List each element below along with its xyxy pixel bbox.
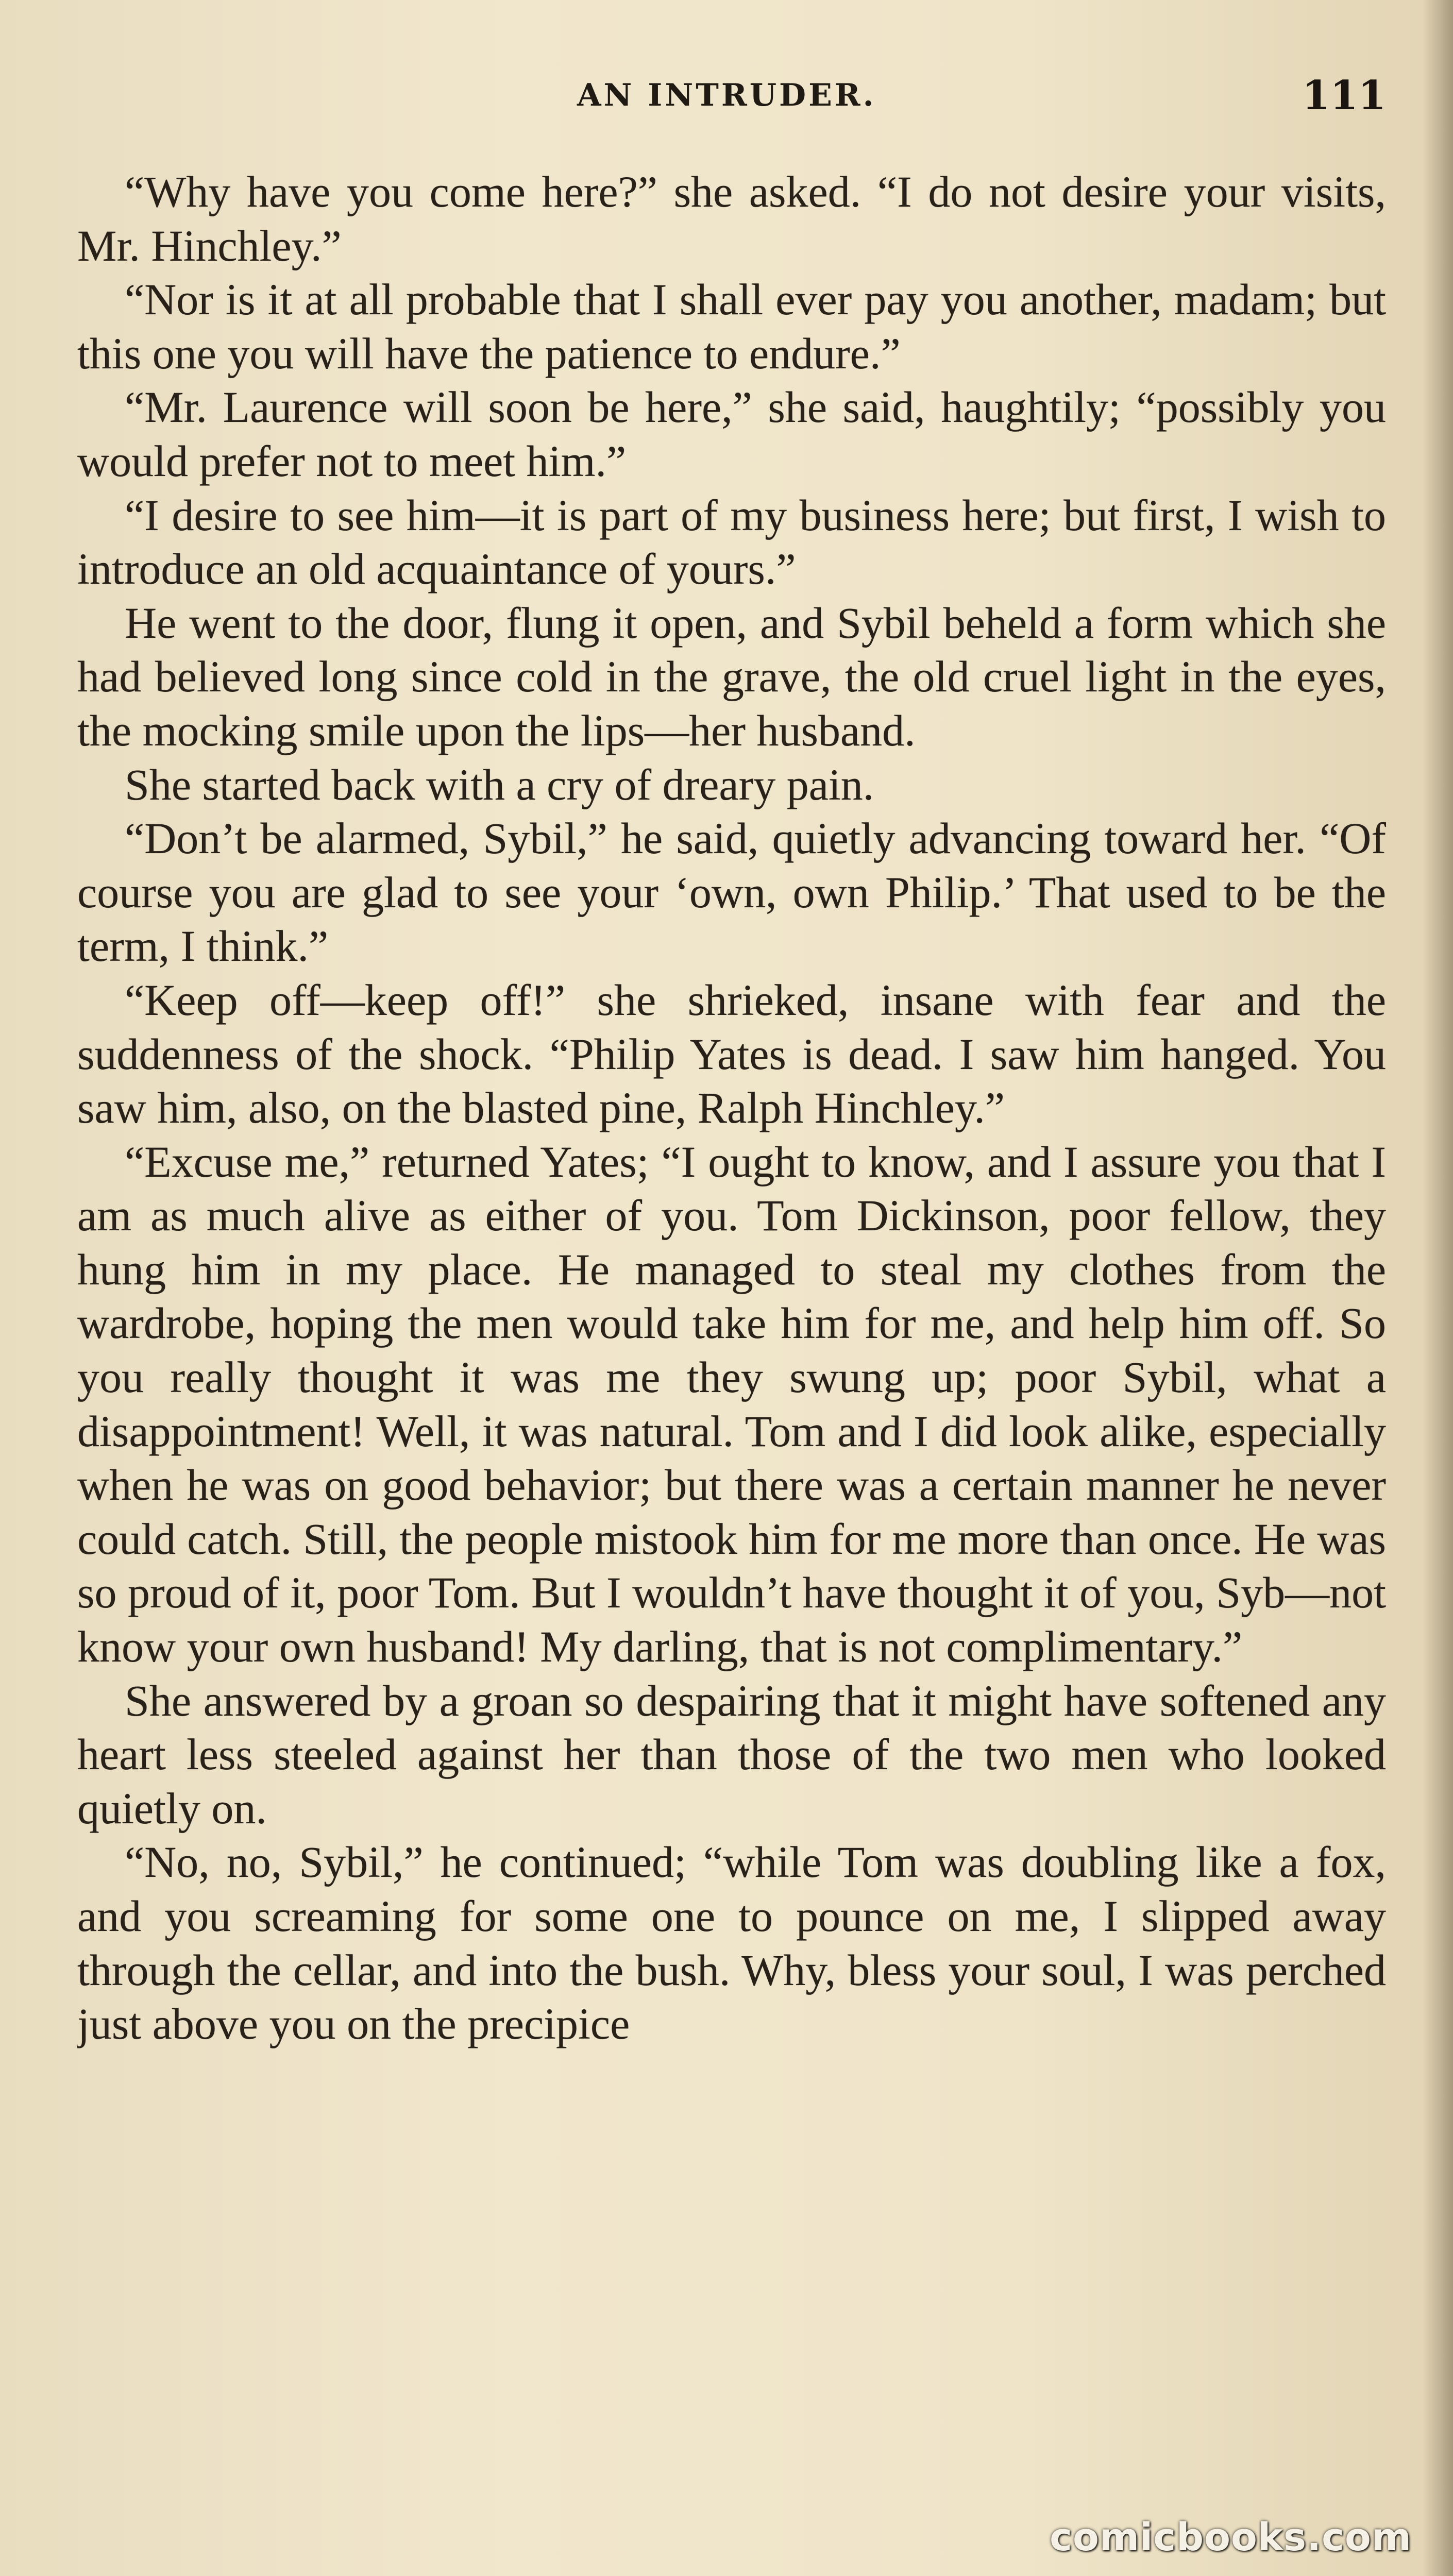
paragraph: “Why have you come here?” she asked. “I do not desire your visits, Mr. Hinchley.” [77,167,1386,270]
paragraph: “Don’t be alarmed, Sybil,” he said, quietly advancing toward her. “Of course you are glad to see your ‘own, own Philip.’ That used to be the term, I think.” [77,814,1386,971]
paragraph: She answered by a groan so despairing that it might have softened any heart less steeled against her than those of the two men who looked quietly on. [77,1675,1386,1833]
body-text [77,165,1386,2401]
page-edge-shadow [1422,0,1453,2576]
paragraph: “Mr. Laurence will soon be here,” she said, haughtily; “possibly you would prefer not to meet him.” [77,382,1386,486]
paragraph: “Nor is it at all probable that I shall ever pay you another, madam; but this one you will have the patience to endure.” [77,275,1386,378]
paragraph: “I desire to see him—it is part of my business here; but first, I wish to introduce an old acquaintance of yours.” [77,490,1386,594]
paragraph: “Keep off—keep off!” she shrieked, insane with fear and the suddenness of the shock. “Philip Yates is dead. I saw him hanged. You saw him, also, on the blasted pine, Ralph Hinchley.” [77,975,1386,1133]
paragraph: He went to the door, flung it open, and Sybil beheld a form which she had believed long since cold in the grave, the old cruel light in the eyes, the mocking smile upon the lips—her husband. [77,598,1386,755]
paragraph: “No, no, Sybil,” he continued; “while Tom was doubling like a fox, and you screaming for some one to pounce on me, I slipped away through the cellar, and into the bush. Why, bless your soul, I was perched just above you on the precipice [77,1837,1386,2049]
paragraph: “Excuse me,” returned Yates; “I ought to know, and I assure you that I am as much alive as either of you. Tom Dickinson, poor fellow, they hung him in my place. He managed to steal my clothes from the wardrobe, hoping the men would take him for me, and help him off. So you really thought it was me they swung up; poor Sybil, what a disappointment! Well, it was natural. Tom and I did look alike, especially when he was on good behavior; but there was a certain manner he never could catch. Still, the people mistook him for me more than once. He was so proud of it, poor Tom. But I wouldn’t have thought it of you, Syb—not know your own husband! My darling, that is not complimentary.” [77,1137,1386,1672]
running-header [77,72,1386,124]
paragraph: She started back with a cry of dreary pain. [125,759,874,809]
watermark: comicbooks.com [1050,2515,1412,2560]
chapter-title: AN INTRUDER. [577,77,876,113]
page-number: 111 [1302,72,1386,119]
